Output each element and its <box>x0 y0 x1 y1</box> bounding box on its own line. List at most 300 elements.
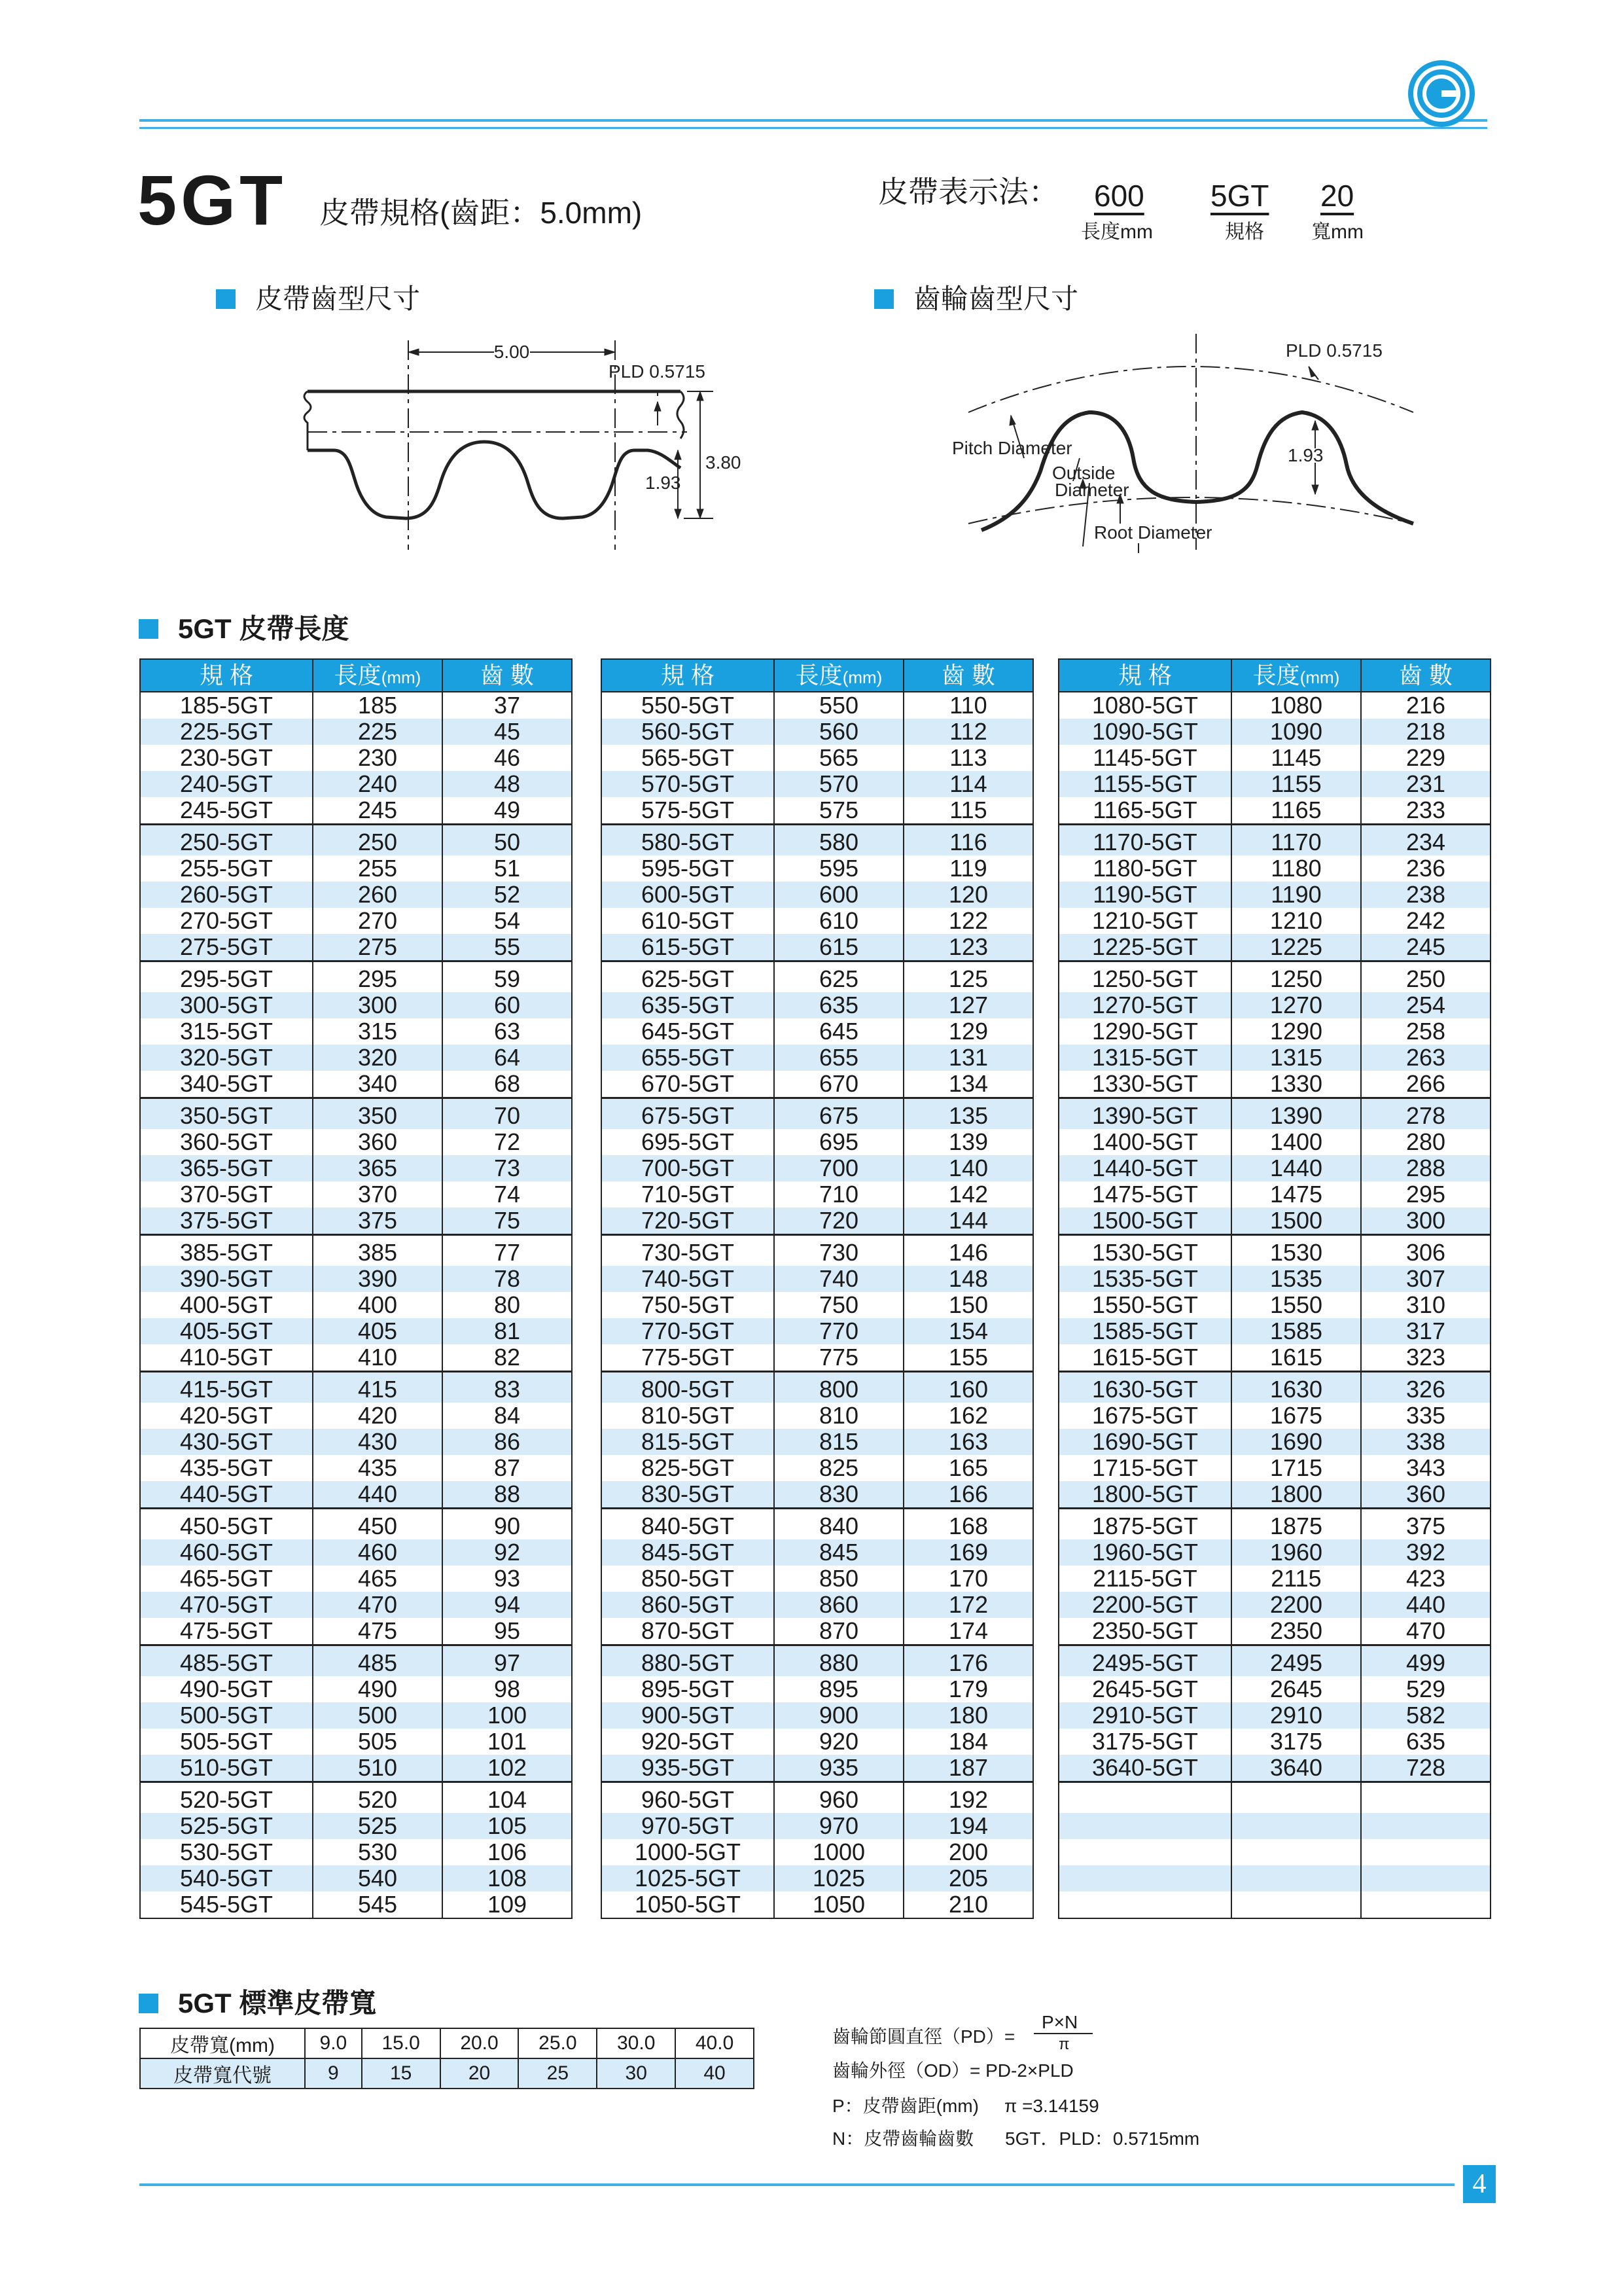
cell-spec: 655-5GT <box>601 1045 774 1071</box>
cell-teeth: 148 <box>904 1266 1033 1292</box>
table-row <box>601 1755 1033 1782</box>
table-row <box>140 719 572 745</box>
cell-teeth: 100 <box>442 1702 572 1729</box>
table-row <box>1059 1318 1491 1344</box>
table-row <box>140 1618 572 1645</box>
table-row <box>140 1455 572 1481</box>
table-row <box>140 1676 572 1702</box>
cell-teeth: 119 <box>904 855 1033 882</box>
cell-teeth: 90 <box>442 1509 572 1540</box>
table-row <box>601 1372 1033 1403</box>
table-row <box>140 771 572 797</box>
cell-teeth: 84 <box>442 1403 572 1429</box>
code-row-label: 皮帶寬代號 <box>140 2058 305 2089</box>
table-row <box>140 1865 572 1892</box>
cell-length: 1390 <box>1231 1098 1361 1130</box>
table-row <box>601 1403 1033 1429</box>
cell-spec: 970-5GT <box>601 1813 774 1839</box>
cell-spec: 320-5GT <box>140 1045 313 1071</box>
cell-spec: 420-5GT <box>140 1403 313 1429</box>
cell-spec: 435-5GT <box>140 1455 313 1481</box>
table-row <box>140 1098 572 1130</box>
table-row <box>601 797 1033 825</box>
cell-spec: 430-5GT <box>140 1429 313 1455</box>
notation-spec-value: 5GT <box>1210 179 1269 213</box>
cell-spec: 1690-5GT <box>1059 1429 1231 1455</box>
cell-teeth: 131 <box>904 1045 1033 1071</box>
cell-length: 1535 <box>1231 1266 1361 1292</box>
cell-teeth: 127 <box>904 992 1033 1018</box>
cell-spec: 2910-5GT <box>1059 1702 1231 1729</box>
cell-teeth: 176 <box>904 1645 1033 1677</box>
cell-teeth: 635 <box>1361 1729 1491 1755</box>
width-cell: 40.0 <box>675 2028 754 2058</box>
page-number: 4 <box>1463 2165 1496 2203</box>
table-row <box>601 771 1033 797</box>
table-row <box>1059 1344 1491 1372</box>
cell-teeth: 87 <box>442 1455 572 1481</box>
table-row <box>140 1292 572 1318</box>
cell-length: 2350 <box>1231 1618 1361 1645</box>
cell-length: 1210 <box>1231 908 1361 934</box>
cell-spec: 565-5GT <box>601 745 774 771</box>
cell-spec: 350-5GT <box>140 1098 313 1130</box>
cell-length: 920 <box>774 1729 904 1755</box>
cell-length: 1615 <box>1231 1344 1361 1372</box>
cell-length: 675 <box>774 1098 904 1130</box>
section-belt-tooth-label: 皮帶齒型尺寸 <box>255 283 421 314</box>
table-row <box>1059 1618 1491 1645</box>
cell-spec: 550-5GT <box>601 692 774 719</box>
table-row <box>140 1235 572 1266</box>
cell-spec: 255-5GT <box>140 855 313 882</box>
cell-teeth: 278 <box>1361 1098 1491 1130</box>
cell-spec: 1535-5GT <box>1059 1266 1231 1292</box>
cell-spec: 1025-5GT <box>601 1865 774 1892</box>
table-row <box>1059 1098 1491 1130</box>
table-row <box>140 934 572 961</box>
cell-length: 645 <box>774 1018 904 1045</box>
pulley-pld-label: PLD 0.5715 <box>1286 340 1383 361</box>
section-pulley-tooth-label: 齒輪齒型尺寸 <box>913 283 1079 314</box>
cell-length: 1960 <box>1231 1539 1361 1566</box>
cell-length: 415 <box>313 1372 442 1403</box>
cell-teeth: 310 <box>1361 1292 1491 1318</box>
cell-length: 320 <box>313 1045 442 1071</box>
table-row <box>1059 1839 1491 1865</box>
table-row <box>140 1318 572 1344</box>
cell-spec: 850-5GT <box>601 1566 774 1592</box>
belt-height-label: 3.80 <box>705 452 741 473</box>
cell-spec: 1290-5GT <box>1059 1018 1231 1045</box>
header-teeth: 齒 數 <box>1361 659 1491 692</box>
table-row <box>1059 692 1491 719</box>
cell-length: 710 <box>774 1181 904 1208</box>
table-row <box>1059 797 1491 825</box>
page-title: 5GT <box>137 160 287 240</box>
cell-teeth: 440 <box>1361 1592 1491 1618</box>
table-row <box>601 1235 1033 1266</box>
cell-length: 625 <box>774 961 904 993</box>
cell-teeth: 112 <box>904 719 1033 745</box>
cell-length: 830 <box>774 1481 904 1509</box>
cell-spec: 1270-5GT <box>1059 992 1231 1018</box>
cell-teeth: 192 <box>904 1782 1033 1814</box>
table-row <box>601 1155 1033 1181</box>
cell-teeth: 144 <box>904 1208 1033 1235</box>
table-row <box>601 1676 1033 1702</box>
cell-spec: 830-5GT <box>601 1481 774 1509</box>
code-cell: 20 <box>440 2058 519 2089</box>
formula-pd-label: 齒輪節圓直徑（PD）= <box>832 2026 1015 2047</box>
cell-spec: 270-5GT <box>140 908 313 934</box>
cell-length: 610 <box>774 908 904 934</box>
cell-length: 1585 <box>1231 1318 1361 1344</box>
table-row <box>601 1071 1033 1098</box>
cell-length: 525 <box>313 1813 442 1839</box>
cell-length: 1090 <box>1231 719 1361 745</box>
cell-length: 1165 <box>1231 797 1361 825</box>
cell-spec: 475-5GT <box>140 1618 313 1645</box>
cell-length: 860 <box>774 1592 904 1618</box>
cell-teeth: 73 <box>442 1155 572 1181</box>
table-row <box>140 1592 572 1618</box>
cell-length: 530 <box>313 1839 442 1865</box>
table-row <box>1059 1592 1491 1618</box>
cell-length: 870 <box>774 1618 904 1645</box>
outside-diameter-label-1: Outside <box>1052 463 1116 483</box>
table-row <box>601 1344 1033 1372</box>
cell-teeth: 306 <box>1361 1235 1491 1266</box>
notation-length-value: 600 <box>1094 179 1144 213</box>
cell-teeth: 231 <box>1361 771 1491 797</box>
belt-pitch-label: 5.00 <box>493 342 530 362</box>
cell-teeth <box>1361 1813 1491 1839</box>
table-row <box>1059 1539 1491 1566</box>
cell-length: 315 <box>313 1018 442 1045</box>
cell-spec: 295-5GT <box>140 961 313 993</box>
cell-spec: 770-5GT <box>601 1318 774 1344</box>
header-length-text: 長度 <box>1252 662 1300 689</box>
cell-teeth: 360 <box>1361 1481 1491 1509</box>
table-row <box>601 1045 1033 1071</box>
cell-teeth: 102 <box>442 1755 572 1782</box>
cell-length <box>1231 1782 1361 1814</box>
table-row <box>140 1539 572 1566</box>
cell-teeth: 122 <box>904 908 1033 934</box>
cell-length: 850 <box>774 1566 904 1592</box>
cell-spec: 2350-5GT <box>1059 1618 1231 1645</box>
cell-spec <box>1059 1782 1231 1814</box>
table-row <box>140 1403 572 1429</box>
cell-teeth: 88 <box>442 1481 572 1509</box>
cell-teeth: 63 <box>442 1018 572 1045</box>
cell-spec: 500-5GT <box>140 1702 313 1729</box>
cell-length: 1875 <box>1231 1509 1361 1540</box>
cell-length: 895 <box>774 1676 904 1702</box>
cell-spec: 225-5GT <box>140 719 313 745</box>
cell-length: 580 <box>774 825 904 856</box>
cell-length: 2495 <box>1231 1645 1361 1677</box>
cell-length: 230 <box>313 745 442 771</box>
table-row <box>601 1618 1033 1645</box>
table-row <box>601 1181 1033 1208</box>
cell-spec: 410-5GT <box>140 1344 313 1372</box>
formula-p-def: P：皮帶齒距(mm) <box>832 2096 979 2116</box>
cell-spec: 450-5GT <box>140 1509 313 1540</box>
table-row <box>601 1865 1033 1892</box>
cell-teeth: 582 <box>1361 1702 1491 1729</box>
cell-length: 800 <box>774 1372 904 1403</box>
cell-teeth: 37 <box>442 692 572 719</box>
table-row <box>140 1266 572 1292</box>
table-header-row <box>140 659 572 692</box>
cell-length: 595 <box>774 855 904 882</box>
cell-teeth: 200 <box>904 1839 1033 1865</box>
cell-teeth: 155 <box>904 1344 1033 1372</box>
width-cell: 30.0 <box>597 2028 675 2058</box>
cell-teeth: 52 <box>442 882 572 908</box>
cell-spec: 880-5GT <box>601 1645 774 1677</box>
cell-spec: 900-5GT <box>601 1702 774 1729</box>
cell-length <box>1231 1865 1361 1892</box>
cell-spec: 1400-5GT <box>1059 1129 1231 1155</box>
cell-spec: 720-5GT <box>601 1208 774 1235</box>
cell-length: 2115 <box>1231 1566 1361 1592</box>
cell-length: 510 <box>313 1755 442 1782</box>
cell-spec: 530-5GT <box>140 1839 313 1865</box>
cell-length: 1000 <box>774 1839 904 1865</box>
cell-teeth <box>1361 1865 1491 1892</box>
table-row <box>601 1539 1033 1566</box>
header-teeth: 齒 數 <box>442 659 572 692</box>
cell-length: 1025 <box>774 1865 904 1892</box>
cell-length: 3175 <box>1231 1729 1361 1755</box>
cell-spec: 1875-5GT <box>1059 1509 1231 1540</box>
cell-length: 275 <box>313 934 442 961</box>
header-length-text: 長度 <box>334 662 381 689</box>
belt-tooth-height-label: 1.93 <box>645 473 681 493</box>
cell-spec: 775-5GT <box>601 1344 774 1372</box>
cell-spec: 525-5GT <box>140 1813 313 1839</box>
table-row <box>601 1455 1033 1481</box>
cell-length: 260 <box>313 882 442 908</box>
cell-teeth: 392 <box>1361 1539 1491 1566</box>
cell-length: 1630 <box>1231 1372 1361 1403</box>
cell-spec: 895-5GT <box>601 1676 774 1702</box>
cell-length: 385 <box>313 1235 442 1266</box>
section-marker <box>216 289 236 309</box>
cell-teeth: 74 <box>442 1181 572 1208</box>
cell-length: 490 <box>313 1676 442 1702</box>
cell-spec: 1145-5GT <box>1059 745 1231 771</box>
cell-spec: 1090-5GT <box>1059 719 1231 745</box>
cell-length: 410 <box>313 1344 442 1372</box>
table-row <box>140 1181 572 1208</box>
cell-length: 1475 <box>1231 1181 1361 1208</box>
cell-length: 250 <box>313 825 442 856</box>
table-row <box>601 1509 1033 1540</box>
cell-teeth: 300 <box>1361 1208 1491 1235</box>
cell-teeth: 116 <box>904 825 1033 856</box>
cell-length: 840 <box>774 1509 904 1540</box>
table-row <box>601 1208 1033 1235</box>
cell-length: 1170 <box>1231 825 1361 856</box>
cell-length: 1675 <box>1231 1403 1361 1429</box>
table-row <box>601 1782 1033 1814</box>
table-row <box>1059 745 1491 771</box>
cell-length: 465 <box>313 1566 442 1592</box>
cell-length: 1290 <box>1231 1018 1361 1045</box>
cell-teeth: 280 <box>1361 1129 1491 1155</box>
table-row <box>140 1129 572 1155</box>
cell-spec: 615-5GT <box>601 934 774 961</box>
width-cell: 9.0 <box>305 2028 362 2058</box>
code-cell: 15 <box>362 2058 440 2089</box>
table-row <box>1059 1292 1491 1318</box>
table-row <box>1059 1676 1491 1702</box>
cell-teeth: 218 <box>1361 719 1491 745</box>
cell-length: 1400 <box>1231 1129 1361 1155</box>
cell-spec: 960-5GT <box>601 1782 774 1814</box>
cell-teeth: 49 <box>442 797 572 825</box>
table-row <box>140 1509 572 1540</box>
notation-width-value: 20 <box>1320 179 1354 213</box>
table-row <box>1059 1071 1491 1098</box>
header-length <box>1231 659 1361 692</box>
cell-teeth: 163 <box>904 1429 1033 1455</box>
cell-length: 565 <box>774 745 904 771</box>
table-row <box>1059 1181 1491 1208</box>
table-row <box>140 961 572 993</box>
table-row <box>601 1729 1033 1755</box>
table-row <box>1059 1372 1491 1403</box>
table-row <box>140 1372 572 1403</box>
cell-teeth: 180 <box>904 1702 1033 1729</box>
cell-spec: 440-5GT <box>140 1481 313 1509</box>
table-row <box>140 1208 572 1235</box>
code-cell: 9 <box>305 2058 362 2089</box>
cell-length: 545 <box>313 1892 442 1918</box>
cell-teeth: 326 <box>1361 1372 1491 1403</box>
cell-spec: 800-5GT <box>601 1372 774 1403</box>
cell-spec: 185-5GT <box>140 692 313 719</box>
cell-spec: 2645-5GT <box>1059 1676 1231 1702</box>
cell-length: 1080 <box>1231 692 1361 719</box>
section-belt-length <box>139 615 349 643</box>
cell-spec: 540-5GT <box>140 1865 313 1892</box>
cell-spec: 1180-5GT <box>1059 855 1231 882</box>
cell-spec: 360-5GT <box>140 1129 313 1155</box>
header-length <box>313 659 442 692</box>
table-row <box>1059 1129 1491 1155</box>
table-row <box>140 1645 572 1677</box>
cell-length: 775 <box>774 1344 904 1372</box>
cell-spec: 400-5GT <box>140 1292 313 1318</box>
cell-teeth: 216 <box>1361 692 1491 719</box>
cell-spec: 1675-5GT <box>1059 1403 1231 1429</box>
cell-teeth: 109 <box>442 1892 572 1918</box>
cell-spec: 1170-5GT <box>1059 825 1231 856</box>
table-row <box>1059 719 1491 745</box>
table-row <box>1059 1813 1491 1839</box>
cell-teeth: 104 <box>442 1782 572 1814</box>
cell-length: 575 <box>774 797 904 825</box>
cell-length: 960 <box>774 1782 904 1814</box>
cell-spec: 1250-5GT <box>1059 961 1231 993</box>
cell-teeth: 105 <box>442 1813 572 1839</box>
table-row <box>601 1318 1033 1344</box>
page-subtitle: 皮帶規格(齒距：5.0mm) <box>319 196 643 230</box>
cell-length: 815 <box>774 1429 904 1455</box>
cell-teeth: 233 <box>1361 797 1491 825</box>
table-row <box>1059 961 1491 993</box>
outside-diameter-label-2: Diameter <box>1055 480 1129 500</box>
table-row <box>140 1702 572 1729</box>
table-row <box>140 1481 572 1509</box>
cell-teeth: 72 <box>442 1129 572 1155</box>
cell-spec: 340-5GT <box>140 1071 313 1098</box>
cell-spec: 560-5GT <box>601 719 774 745</box>
cell-length: 1250 <box>1231 961 1361 993</box>
cell-spec: 1165-5GT <box>1059 797 1231 825</box>
cell-teeth: 94 <box>442 1592 572 1618</box>
table-row <box>1059 1018 1491 1045</box>
cell-teeth: 728 <box>1361 1755 1491 1782</box>
cell-length: 500 <box>313 1702 442 1729</box>
cell-spec: 1190-5GT <box>1059 882 1231 908</box>
table-row <box>1059 1481 1491 1509</box>
table-row <box>601 1481 1033 1509</box>
table-row <box>601 992 1033 1018</box>
cell-spec: 505-5GT <box>140 1729 313 1755</box>
cell-length: 420 <box>313 1403 442 1429</box>
cell-teeth: 184 <box>904 1729 1033 1755</box>
cell-teeth: 154 <box>904 1318 1033 1344</box>
table-row <box>601 719 1033 745</box>
cell-spec: 240-5GT <box>140 771 313 797</box>
width-cell: 25.0 <box>518 2028 597 2058</box>
table-row <box>140 992 572 1018</box>
section-pulley-tooth <box>874 285 1078 313</box>
cell-spec: 1330-5GT <box>1059 1071 1231 1098</box>
cell-length: 540 <box>313 1865 442 1892</box>
cell-length: 730 <box>774 1235 904 1266</box>
cell-spec: 405-5GT <box>140 1318 313 1344</box>
table-row <box>1059 1235 1491 1266</box>
table-row <box>140 1729 572 1755</box>
cell-length: 435 <box>313 1455 442 1481</box>
cell-length: 405 <box>313 1318 442 1344</box>
table-header-row <box>1059 659 1491 692</box>
cell-length: 370 <box>313 1181 442 1208</box>
cell-teeth: 45 <box>442 719 572 745</box>
cell-teeth: 146 <box>904 1235 1033 1266</box>
cell-spec: 575-5GT <box>601 797 774 825</box>
table-row <box>1059 1729 1491 1755</box>
cell-length: 1050 <box>774 1892 904 1918</box>
cell-teeth: 51 <box>442 855 572 882</box>
cell-spec: 3175-5GT <box>1059 1729 1231 1755</box>
cell-spec: 580-5GT <box>601 825 774 856</box>
cell-length: 550 <box>774 692 904 719</box>
cell-spec: 610-5GT <box>601 908 774 934</box>
cell-teeth: 140 <box>904 1155 1033 1181</box>
cell-length: 670 <box>774 1071 904 1098</box>
table-row <box>601 1892 1033 1918</box>
cell-length: 810 <box>774 1403 904 1429</box>
cell-spec: 1155-5GT <box>1059 771 1231 797</box>
